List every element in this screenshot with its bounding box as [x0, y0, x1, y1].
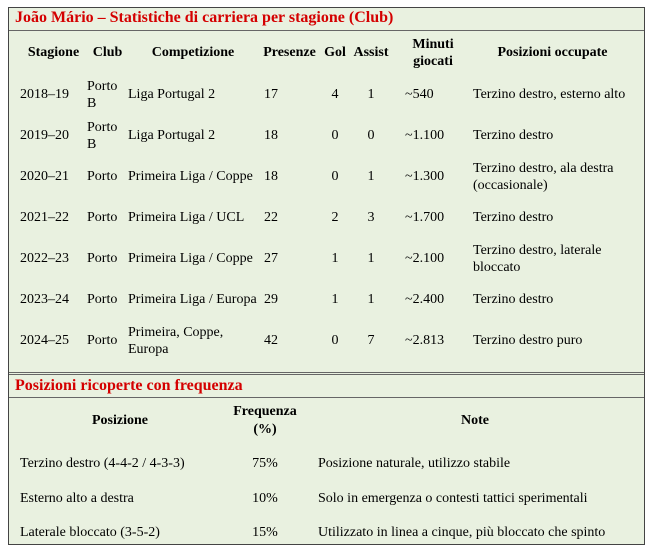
career-cell-season: 2024–25 — [20, 333, 69, 348]
career-cell-club: Porto B — [87, 78, 118, 111]
career-row — [20, 197, 632, 238]
career-cell-season: 2021–22 — [20, 210, 69, 225]
header-assists: Assist — [353, 45, 389, 60]
career-cell-apps: 29 — [264, 292, 278, 307]
positions-cell-notes: Utilizzato in linea a cinque, più bloccato che spinto — [318, 525, 606, 540]
career-cell-goals: 1 — [331, 292, 339, 307]
positions-row — [20, 443, 640, 485]
positions-cell-position: Terzino destro (4-4-2 / 4-3-3) — [20, 456, 185, 471]
career-cell-assists: 1 — [367, 292, 375, 307]
header-frequency: Frequenza (%) — [233, 404, 297, 437]
career-cell-minutes: ~2.813 — [405, 333, 445, 348]
positions-cell-frequency: 10% — [252, 491, 278, 506]
career-cell-positions: Terzino destro — [473, 128, 554, 143]
career-cell-minutes: ~2.100 — [405, 251, 445, 266]
header-club: Club — [92, 45, 123, 60]
career-cell-season: 2020–21 — [20, 169, 69, 184]
career-cell-positions: Terzino destro, ala destra (occasionale) — [473, 160, 614, 193]
career-cell-goals: 4 — [331, 87, 339, 102]
career-cell-competition: Primeira Liga / UCL — [128, 210, 245, 225]
positions-cell-notes: Posizione naturale, utilizzo stabile — [318, 456, 511, 471]
career-cell-competition: Primeira Liga / Coppe — [128, 251, 253, 266]
career-cell-season: 2022–23 — [20, 251, 69, 266]
career-cell-season: 2019–20 — [20, 128, 69, 143]
career-cell-apps: 22 — [264, 210, 278, 225]
header-apps: Presenze — [263, 45, 316, 60]
career-cell-assists: 3 — [367, 210, 375, 225]
positions-header-row — [20, 399, 640, 443]
divider — [9, 30, 644, 31]
career-cell-positions: Terzino destro puro — [473, 333, 583, 348]
header-minutes: Minuti giocati — [412, 37, 454, 69]
career-cell-competition: Primeira Liga / Europa — [128, 292, 257, 307]
header-season: Stagione — [27, 45, 80, 60]
career-cell-positions: Terzino destro, esterno alto — [473, 87, 626, 102]
career-cell-assists: 7 — [367, 333, 375, 348]
career-cell-club: Porto — [87, 292, 118, 307]
career-title: João Mário – Statistiche di carriera per stagione (Club) — [15, 9, 394, 26]
career-row — [20, 320, 632, 361]
career-header-row — [20, 32, 632, 74]
career-cell-apps: 18 — [264, 128, 278, 143]
career-cell-season: 2018–19 — [20, 87, 69, 102]
header-goals: Gol — [324, 45, 346, 60]
positions-cell-notes: Solo in emergenza o contesti tattici sperimentali — [318, 491, 588, 506]
career-cell-minutes: ~2.400 — [405, 292, 445, 307]
career-cell-competition: Liga Portugal 2 — [128, 87, 216, 102]
career-cell-positions: Terzino destro — [473, 210, 554, 225]
career-cell-season: 2023–24 — [20, 292, 69, 307]
career-cell-club: Porto — [87, 169, 118, 184]
career-cell-assists: 1 — [367, 169, 375, 184]
career-cell-goals: 0 — [331, 333, 339, 348]
career-cell-goals: 0 — [331, 169, 339, 184]
career-cell-apps: 17 — [264, 87, 278, 102]
career-cell-minutes: ~1.300 — [405, 169, 445, 184]
career-cell-assists: 1 — [367, 251, 375, 266]
positions-cell-frequency: 75% — [252, 456, 278, 471]
career-cell-positions: Terzino destro, laterale bloccato — [473, 242, 602, 275]
positions-title: Posizioni ricoperte con frequenza — [15, 377, 243, 394]
career-cell-assists: 1 — [367, 87, 375, 102]
section-divider — [9, 372, 644, 375]
career-row — [20, 238, 632, 279]
career-cell-competition: Primeira Liga / Coppe — [128, 169, 253, 184]
career-cell-apps: 18 — [264, 169, 278, 184]
header-notes: Note — [461, 413, 489, 428]
divider — [9, 397, 644, 398]
career-cell-club: Porto B — [87, 119, 118, 152]
career-row — [20, 279, 632, 320]
career-cell-goals: 2 — [331, 210, 339, 225]
positions-cell-frequency: 15% — [252, 525, 278, 540]
career-row — [20, 115, 632, 156]
positions-cell-position: Laterale bloccato (3-5-2) — [20, 525, 160, 540]
career-cell-positions: Terzino destro — [473, 292, 554, 307]
career-cell-competition: Liga Portugal 2 — [128, 128, 216, 143]
career-cell-goals: 1 — [331, 251, 339, 266]
career-row — [20, 156, 632, 197]
career-cell-club: Porto — [87, 210, 118, 225]
career-cell-minutes: ~1.700 — [405, 210, 445, 225]
career-table — [20, 32, 632, 361]
positions-row — [20, 485, 640, 513]
positions-table — [20, 399, 640, 553]
positions-cell-position: Esterno alto a destra — [20, 491, 134, 506]
career-cell-assists: 0 — [367, 128, 375, 143]
header-positions: Posizioni occupate — [497, 45, 608, 60]
career-cell-minutes: ~540 — [405, 87, 434, 102]
document-frame — [8, 7, 645, 545]
positions-row — [20, 513, 640, 553]
career-row — [20, 74, 632, 115]
header-position: Posizione — [92, 413, 148, 428]
career-cell-apps: 42 — [264, 333, 278, 348]
career-cell-club: Porto — [87, 333, 118, 348]
career-cell-apps: 27 — [264, 251, 278, 266]
career-cell-competition: Primeira, Coppe, Europa — [128, 324, 224, 357]
header-competition: Competizione — [151, 45, 235, 60]
career-cell-minutes: ~1.100 — [405, 128, 445, 143]
career-cell-club: Porto — [87, 251, 118, 266]
career-cell-goals: 0 — [331, 128, 339, 143]
